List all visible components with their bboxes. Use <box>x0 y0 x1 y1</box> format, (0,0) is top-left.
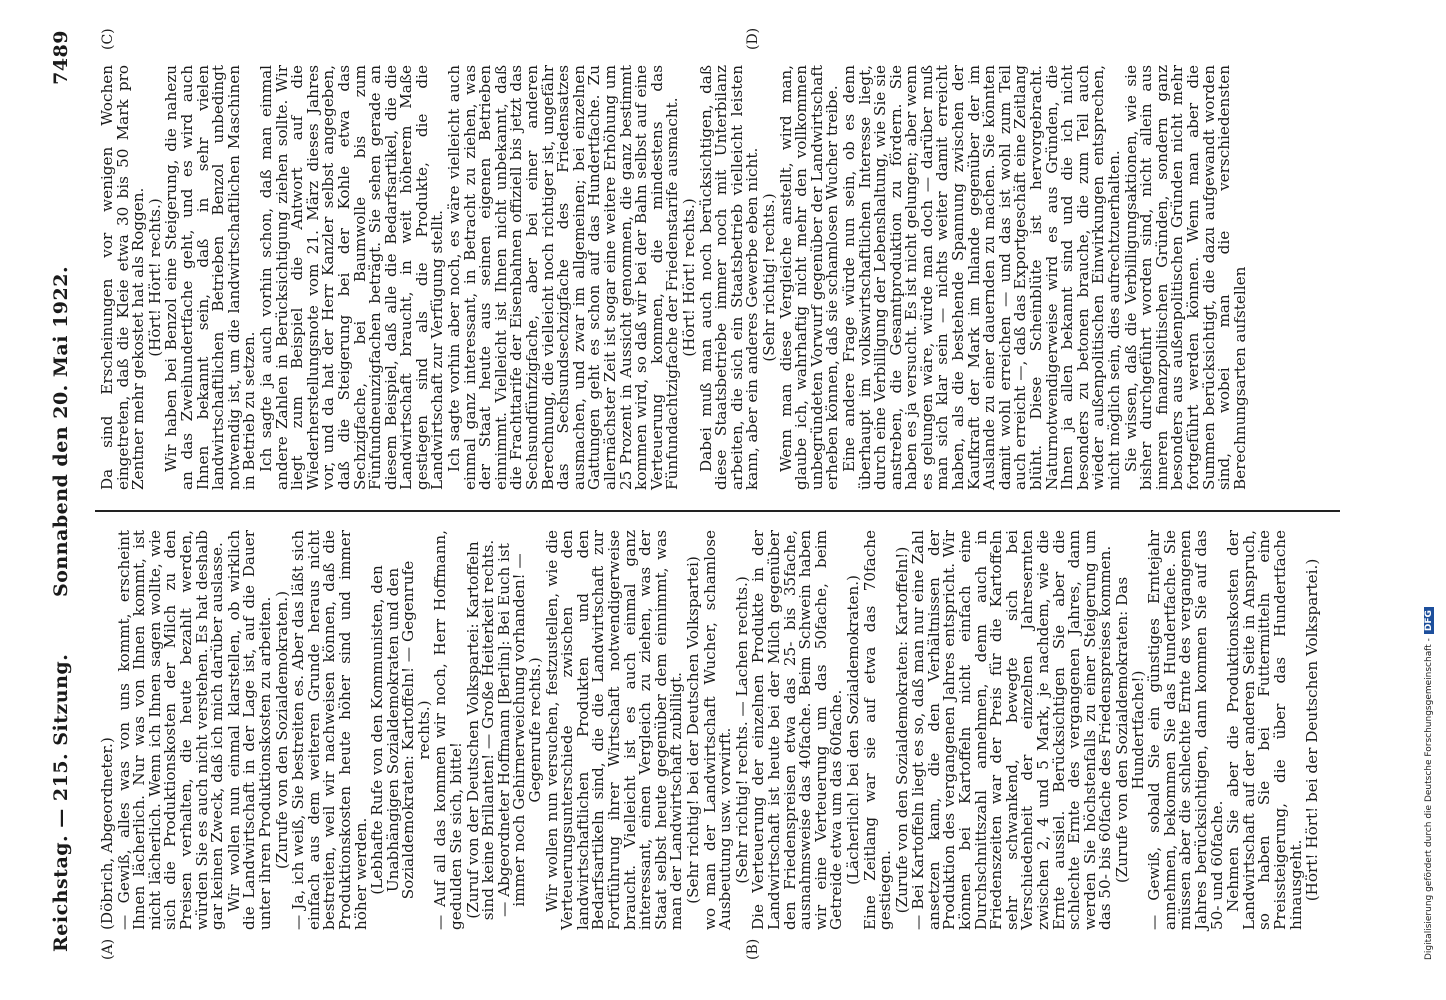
margin-marker-d: (D) <box>745 27 761 50</box>
paragraph: — Gewiß, alles was von uns kommt, erscheint Ihnen lächerlich. Nur was von Ihnen kommt, ist nicht lächerlich. Wenn ich Ihnen sagen wollte, wie sich die Produktionskosten der Milch zu den Preisen verhalten, die heute bezahlt werden, würden Sie es auch nicht verstehen. Es hat deshalb gar keinen Zweck, daß ich mich darüber auslasse. <box>114 530 227 930</box>
margin-marker-a: (A) <box>100 938 116 960</box>
interjection: (Sehr richtig! rechts.) <box>759 193 778 362</box>
interjection: (Hört! Hört! rechts.) <box>679 198 698 357</box>
paragraph: — Gewiß, sobald Sie ein günstiges Erntejahr annehmen, bekommen Sie das Hundertfache. Sie müssen aber die schlechte Ernte des vergangenen Jahres berücksichtigen, dann kommen Sie auf das 50- und 60fache. <box>1145 530 1226 930</box>
paragraph: — Ja, ich weiß, Sie bestreiten es. Aber das läßt sich einfach aus dem weiteren Grunde heraus nicht bestreiten, weil wir nachweisen können, daß die Produktionskosten heute höher sind und immer höher werden. <box>289 530 370 930</box>
header-date: Sonnabend den 20. Mai 1922. <box>50 265 72 597</box>
interjection: (Hört! Hört! rechts.) <box>145 198 164 357</box>
interjection: (Sehr richtig! rechts. — Lachen rechts.) <box>732 576 751 884</box>
paragraph: (Döbrich, Abgeordneter.) <box>98 737 116 930</box>
left-column <box>100 530 1380 930</box>
paragraph: Da sind Erscheinungen vor wenigen Wochen eingetreten, daß die Kleie etwa 30 bis 50 Mark pro Zentner mehr gekostet hat als Roggen. <box>98 65 148 490</box>
paragraph: Eine andere Frage würde nun sein, ob es denn überhaupt im volkswirtschaftlichen Interesse liegt, durch eine Verbilligung der Lebenshaltung, wie Sie sie anstreben, die Gesamtproduktion zu fördern. Sie haben es ja versucht. Es ist nicht gelungen; aber wenn es gelungen wäre, würde man doch — darüber muß man sich klar sein — nichts weiter damit erreicht haben, als die bestehende Spannung zwischen der Kaufkraft der Mark im Inlande gegenüber der im Auslande zu einer dauernden zu machen. Sie könnten damit wohl erreichen — und das ist wohl zum Teil auch erreicht —, daß das Exportgeschäft eine Zeitlang blüht. Diese Scheinblüte ist hervorgebracht. Naturnotwendigerweise wird es aus Gründen, die Ihnen ja allen bekannt sind und die ich nicht besonders zu betonen brauche, die zum Teil auch wieder außenpolitischen Einwirkungen entsprechen, nicht möglich sein, dies aufrechtzuerhalten. <box>839 65 1123 490</box>
interjection: (Hört! Hört! bei der Deutschen Volkspartei.) <box>1303 558 1322 902</box>
dfg-logo: DFG <box>1424 607 1434 634</box>
column-divider <box>95 510 1340 512</box>
paragraph: Eine Zeitlang war sie auf etwa das 70fache gestiegen. <box>860 530 895 930</box>
paragraph: Dabei muß man auch noch berücksichtigen, daß diese Staatsbetriebe immer noch mit Unterbilanz arbeiten, die sich ein Staatsbetrieb vielleicht leisten kann, aber ein anderes Gewerbe eben nicht. <box>696 65 762 490</box>
paragraph: Wir haben bei Benzol eine Steigerung, die nahezu an das Zweihundertfache geht, und es wird auch Ihnen bekannt sein, daß in sehr vielen landwirtschaftlichen Betrieben Benzol unbedingt notwendig ist, um die landwirtschaftlichen Maschinen in Betrieb zu setzen. <box>162 65 259 490</box>
right-column <box>100 65 1380 490</box>
interjection: (Zurufe von den Sozialdemokraten: Kartoffeln!) <box>892 546 911 914</box>
paragraph: — Auf all das kommen wir noch, Herr Hoffmann, gedulden Sie sich, bitte! <box>431 530 466 930</box>
digitization-credit <box>1402 40 1434 960</box>
interjection: (Zurufe von den Sozialdemokraten.) <box>272 590 291 870</box>
paragraph: Ich sagte ja auch vorhin schon, daß man einmal andere Zahlen in Berücksichtigung ziehen sollte. Wir liegt zum Beispiel die Antwort auf die Wiederherstellungsnote vom 21. März dieses Jahres vor, und da hat der Herr Kanzler selbst angegeben, daß die Steigerung bei der Kohle etwa das Sechzigfache, bei Baumwolle bis zum Fünfundneunzigfachen beträgt. Sie sehen gerade an diesem Beispiel, daß alle die Bedarfsartikel, die die Landwirtschaft braucht, in weit höherem Maße gestiegen sind als die Produkte, die die Landwirtschaft zur Verfügung stellt. <box>256 65 447 490</box>
header-session: Reichstag. — 215. Sitzung. <box>50 653 72 952</box>
interjection: (Zurufe von den Sozialdemokraten: Das Hundertfache!) <box>1113 576 1147 884</box>
paragraph: — Bei Kartoffeln liegt es so, daß man nur eine Zahl ansetzen kann, die den Verhältnissen der Produktion des vergangenen Jahres entspricht. Wir können bei Kartoffeln nicht einfach eine Durchschnittszahl annehmen, denn auch in Friedenszeiten war der Preis für die Kartoffeln sehr schwankend, bewegte sich bei Verschiedenheit der einzelnen Jahresernten zwischen 2, 4 und 5 Mark, je nachdem, wie die Ernte aussiel. Berücksichtigen Sie aber die schlechte Ernte des vergangenen Jahres, dann werden Sie höchstenfalls zu einer Steigerung um das 50- bis 60fache des Friedenspreises kommen. <box>909 530 1115 930</box>
paragraph: wo man der Landwirtschaft Wucher, schamlose Ausbeutung usw. vorwirft. <box>700 530 735 930</box>
interjection: (Lächerlich! bei den Sozialdemokraten.) <box>843 575 862 885</box>
paragraph: Wir wollen nun versuchen, festzustellen, wie die Verteuerungsunterschiede zwischen den landwirtschaftlichen Produkten und den Bedarfsartikeln sind, die die Landwirtschaft zur Fortführung ihrer Wirtschaft notwendigerweise braucht. Vielleicht ist es auch einmal ganz interessant, einen Vergleich zu ziehen, was der Staat selbst heute gegenüber dem einnimmt, was man der Landwirtschaft zubilligt. <box>542 530 686 930</box>
paragraph: Wenn man diese Vergleiche anstellt, wird man, glaube ich, wahrhaftig nicht mehr den vollkommen unbegründeten Vorwurf gegenüber der Landwirtschaft erheben können, daß sie schamlosen Wucher treibe. <box>776 65 842 490</box>
paragraph: Sie wissen, daß die Verbilligungsaktionen, wie sie bisher durchgeführt worden sind, nicht allein aus inneren finanzpolitischen Gründen, sondern ganz besonders aus außenpolitischen Gründen nicht mehr fortgeführt werden können. Wenn man aber die Summen berücksichtigt, die dazu aufgewandt worden sind, wobei man die verschiedensten Berechnungsarten aufstellen <box>1121 65 1249 490</box>
credit-text: Digitalisierung gefördert durch die Deutsche Forschungsgemeinschaft - <box>1424 638 1434 960</box>
interjection: (Lebhafte Rufe von den Kommunisten, den Unabhängigen Sozialdemokraten und den Sozialdemokraten: Kartoffeln! — Gegenrufe rechts.) <box>368 560 433 900</box>
paragraph: Nehmen Sie aber die Produktionskosten der Landwirtschaft auf der anderen Seite in Anspruch, so haben Sie bei Futtermitteln eine Preissteigerung, die über das Hundertfache hinausgeht. <box>1224 530 1305 930</box>
page-header <box>50 30 90 952</box>
margin-marker-b: (B) <box>745 938 761 960</box>
interjection: (Zuruf von der Deutschen Volkspartei: Kartoffeln sind keine Brillanten! — Große Heiterkeit rechts. — Abgeordneter Hoffmann [Berlin]: Bei Euch ist immer noch Gehirnerweichung vorhanden! — Gegenrufe rechts.) <box>463 539 545 921</box>
margin-marker-c: (C) <box>100 28 116 50</box>
paragraph: Wir wollen nun einmal klarstellen, ob wirklich die Landwirtschaft in der Lage ist, auf die Dauer unter ihren Produktionskosten zu arbeiten. <box>224 530 274 930</box>
paragraph: Die Verteuerung der einzelnen Produkte in der Landwirtschaft ist heute bei der Milch gegenüber den Friedenspreisen etwa das 25- bis 35fache, ausnahmsweise das 40fache. Beim Schwein haben wir eine Verteuerung um das 50fache, beim Getreide etwa um das 60fache. <box>749 530 846 930</box>
page-number: 7489 <box>50 30 72 85</box>
interjection: (Sehr richtig! bei der Deutschen Volkspartei) <box>683 556 702 904</box>
paragraph: Ich sagte vorhin aber noch, es wäre vielleicht auch einmal ganz interessant, in Betracht zu ziehen, was der Staat heute aus seinen eigenen Betrieben einnimmt. Vielleicht ist Ihnen nicht unbekannt, daß die Frachttarife der Eisenbahnen offiziell bis jetzt das Sechsundfünfzigfache, aber bei einer anderen Berechnung, die vielleicht noch richtiger ist, ungefähr das Sechsundsechzigfache des Friedensatzes ausmachen, und zwar im allgemeinen; bei einzelnen Gattungen geht es schon auf das Hundertfache. Zu allernächster Zeit ist sogar eine weitere Erhöhung um 25 Prozent in Aussicht genommen, die ganz bestimmt kommen wird, so daß wir bei der Bahn selbst auf eine Verteuerung kommen, die mindestens das Fünfundachtzigfache der Friedenstarife ausmacht. <box>445 65 682 490</box>
